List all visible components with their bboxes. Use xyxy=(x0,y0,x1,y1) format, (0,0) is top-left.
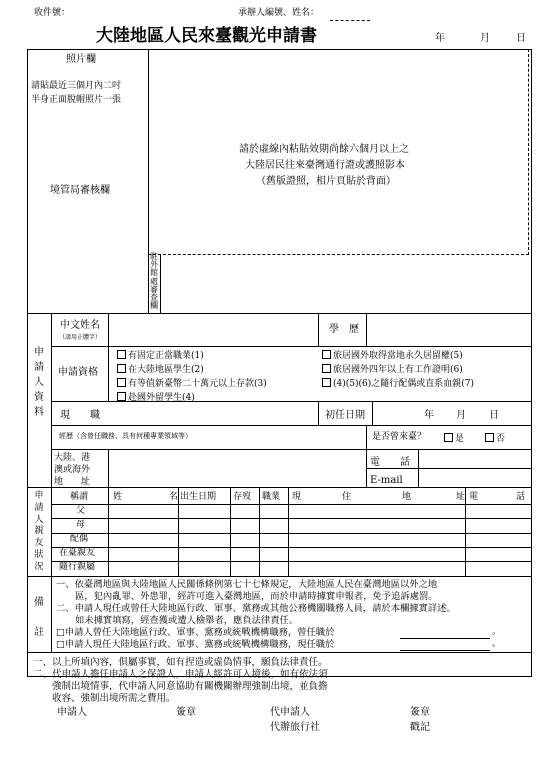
rel-col-1 xyxy=(108,487,109,576)
agent-number-label: 承辦人編號、姓名： xyxy=(238,8,320,18)
rel-col-6 xyxy=(465,487,466,576)
current-post-line[interactable] xyxy=(400,650,490,651)
applicant-side-label: 申 請 人 資 料 xyxy=(34,347,44,418)
hire-date-year: 年 xyxy=(424,410,434,421)
name-row-bottom xyxy=(51,346,532,347)
applicant-sign-seal: 簽章 xyxy=(176,707,196,718)
embassy-divider xyxy=(160,255,161,313)
qualification-label: 申請資格 xyxy=(58,367,98,378)
date-day: 日 xyxy=(516,33,526,44)
photo-instruction-2: 半身正面脫帽照片一張 xyxy=(31,95,122,105)
phone-label: 電 話 xyxy=(370,457,410,468)
rel-row-taiwan-relative: 在臺親友 xyxy=(59,548,96,558)
photo-instruction-1: 請貼最近三個月內二吋 xyxy=(31,81,122,91)
visited-divider xyxy=(366,425,367,449)
rel-row-line-4 xyxy=(51,561,532,562)
remarks-current-post[interactable]: □申請人現任大陸地區行政、軍事、黨務或統戰機構職務，現任職於 xyxy=(56,639,335,650)
education-divider-right xyxy=(366,313,367,346)
rel-row-mother: 母 xyxy=(76,520,86,530)
applicant-signature-label: 申請人 xyxy=(57,707,87,718)
email-label: E-mail xyxy=(370,475,403,486)
qual-option-2[interactable]: 在大陸地區學生(2) xyxy=(117,364,204,376)
rel-head-occupation: 職業 xyxy=(262,492,281,502)
hire-date-month: 月 xyxy=(456,410,466,421)
remarks-line-2: 區，犯內亂罪、外患罪，經許可進入臺灣地區，而於申請時據實申報者，免予追訴處罰。 xyxy=(75,591,438,602)
rel-head-alive: 存歿 xyxy=(233,492,252,502)
rel-row-spouse: 配偶 xyxy=(70,534,89,544)
qual-checkbox-1[interactable] xyxy=(117,350,126,359)
embassy-review-label: 駐 外 館 處 審 查 欄 xyxy=(150,252,158,311)
passport-notice-3: （舊版證照，相片頁貼於背面） xyxy=(256,176,396,187)
rel-head-birthdate: 出生日期 xyxy=(180,492,217,502)
job-row-bottom xyxy=(51,425,532,426)
education-label: 學 歷 xyxy=(329,324,359,335)
experience-row-bottom xyxy=(51,449,532,450)
qual-option-1[interactable]: 有固定正當職業(1) xyxy=(117,350,204,362)
experience-label: 經歷（含曾任職務、具有何種專業領域等） xyxy=(59,432,192,440)
rel-row-line-2 xyxy=(51,533,532,534)
rel-head-surname: 姓 xyxy=(113,492,123,502)
travel-agency-label: 代辦旅行社 xyxy=(270,722,320,733)
hire-date-divider-left xyxy=(318,401,319,425)
declaration-line-2: 二、代申請人擔任申請人之保證人，申請人經許可入境後，如有依法須 xyxy=(33,669,328,680)
rel-head-di: 地 xyxy=(402,492,412,502)
date-year: 年 xyxy=(435,33,445,44)
declaration-line-1: 一、以上所填內容，俱屬事實，如有捏造或虛偽情事，願負法律責任。 xyxy=(33,657,328,668)
current-job-label: 現 職 xyxy=(60,410,100,421)
address-label: 大陸、港 澳或海外 地 址 xyxy=(54,453,91,487)
hire-date-divider-right xyxy=(372,401,373,425)
passport-notice-1: 請於虛線內粘貼效期尚餘六個月以上之 xyxy=(239,144,409,155)
remarks-line-4: 如未據實填寫，經查獲或遭人檢舉者，應負法律責任。 xyxy=(75,615,299,626)
applicant-side-divider xyxy=(51,313,52,487)
remarks-top-line xyxy=(27,576,532,577)
relatives-side-divider xyxy=(51,487,52,576)
chinese-name-note: （請用正體字） xyxy=(59,334,102,341)
former-post-line[interactable] xyxy=(400,638,490,639)
rel-head-title: 稱謂 xyxy=(70,492,89,502)
date-month: 月 xyxy=(480,33,490,44)
rel-head-givenname: 名 xyxy=(169,492,179,502)
visited-no-checkbox[interactable] xyxy=(485,433,494,442)
agent-signature-label: 代申請人 xyxy=(270,707,310,718)
former-post-period: 。 xyxy=(492,627,502,637)
rel-head-hua: 話 xyxy=(516,492,526,502)
remarks-bottom-line xyxy=(27,652,532,653)
qual-option-5[interactable]: 旅居國外取得當地永久居留權(5) xyxy=(322,350,463,362)
remarks-former-post[interactable]: □申請人曾任大陸地區行政、軍事、黨務或統戰機構職務，曾任職於 xyxy=(56,627,335,638)
rel-col-5 xyxy=(288,487,289,576)
current-post-period: 。 xyxy=(492,639,502,649)
qual-option-4[interactable]: 赴國外留學生(4) xyxy=(117,392,195,404)
rel-head-zhi: 址 xyxy=(456,492,466,502)
qual-checkbox-4[interactable] xyxy=(117,392,126,401)
visited-yes-checkbox[interactable] xyxy=(444,433,453,442)
visited-yes[interactable]: 是 xyxy=(444,433,464,445)
education-divider-left xyxy=(318,313,319,346)
form-title: 大陸地區人民來臺觀光申請書 xyxy=(96,26,317,46)
rel-head-dian: 電 xyxy=(469,492,479,502)
remarks-side-2: 註 xyxy=(34,627,44,638)
qual-checkbox-2[interactable] xyxy=(117,364,126,373)
relatives-side-label: 申 請 人 親 友 狀 況 xyxy=(34,491,44,572)
declaration-line-4: 收容、強制出境所需之費用。 xyxy=(52,693,176,704)
rel-row-line-1 xyxy=(51,518,532,519)
rel-col-2 xyxy=(178,487,179,576)
rel-row-accompanying: 隨行親屬 xyxy=(59,562,96,572)
remarks-line-1: 一、依臺灣地區與大陸地區人民關係條例第七十七條規定，大陸地區人民在臺灣地區以外之地 xyxy=(56,579,438,590)
agent-sign-seal: 簽章 xyxy=(410,707,430,718)
qual-option-3[interactable]: 有等值新臺幣二十萬元以上存款(3) xyxy=(117,378,267,390)
qual-row-bottom xyxy=(51,401,532,402)
rel-col-4 xyxy=(259,487,260,576)
rel-row-line-3 xyxy=(51,547,532,548)
visited-question: 是否曾來臺？ xyxy=(372,432,427,442)
rel-header-bottom xyxy=(51,504,532,505)
rel-row-father: 父 xyxy=(76,506,86,516)
relatives-top-line xyxy=(27,487,532,488)
rel-col-3 xyxy=(230,487,231,576)
hire-date-day: 日 xyxy=(489,410,499,421)
label-col-divider xyxy=(108,313,109,401)
agency-stamp-label: 戳記 xyxy=(410,722,430,733)
rel-head-xian: 現 xyxy=(292,492,302,502)
qual-option-7[interactable]: (4)(5)(6)之隨行配偶或直系血親(7) xyxy=(322,378,474,390)
photo-heading: 照片欄 xyxy=(66,54,96,65)
applicant-top-line xyxy=(27,313,532,314)
remarks-side-1: 備 xyxy=(34,597,44,608)
visited-no[interactable]: 否 xyxy=(485,433,505,445)
remarks-line-3: 二、申請人現任或曾任大陸地區行政、軍事、黨務或其他公務機關職務人員，請於本欄據實詳述。 xyxy=(56,603,456,614)
remarks-side-divider xyxy=(51,576,52,652)
agent-number-line xyxy=(330,20,370,21)
declaration-line-3: 強制出境情事，代申請人同意協助有關機關辦理強制出境，並負擔 xyxy=(52,681,328,692)
rel-head-zhu: 住 xyxy=(342,492,352,502)
chinese-name-label: 中文姓名 xyxy=(60,320,100,331)
phone-row-bottom xyxy=(366,468,532,469)
qual-checkbox-6[interactable] xyxy=(322,364,331,373)
address-label-divider xyxy=(108,449,109,487)
qual-checkbox-3[interactable] xyxy=(117,378,126,387)
receipt-number-label: 收件號： xyxy=(34,8,71,18)
hire-date-label: 初任日期 xyxy=(325,410,365,421)
passport-notice-2: 大陸居民往來臺灣通行證或護照影本 xyxy=(245,160,405,171)
qual-checkbox-7[interactable] xyxy=(322,378,331,387)
immigration-review-label: 境管局審核欄 xyxy=(50,185,110,196)
qual-option-6[interactable]: 旅居國外四年以上有工作證明(6) xyxy=(322,364,463,376)
qual-checkbox-5[interactable] xyxy=(322,350,331,359)
